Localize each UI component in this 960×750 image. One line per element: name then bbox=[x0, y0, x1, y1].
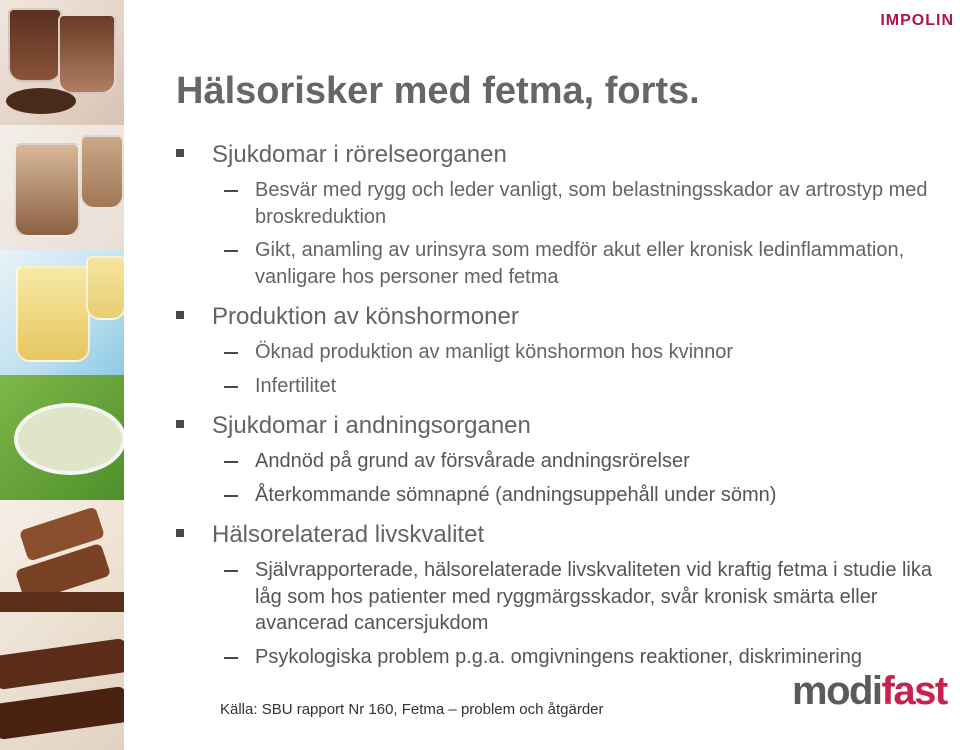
section-item bbox=[176, 237, 946, 290]
chocolate-drinks-image bbox=[0, 0, 124, 125]
section-item bbox=[176, 557, 946, 637]
vanilla-drinks-image bbox=[0, 250, 124, 375]
section-item-text: Psykologiska problem p.g.a. omgivningens reaktioner, diskriminering bbox=[255, 645, 862, 668]
section-item bbox=[176, 644, 946, 671]
section-heading bbox=[176, 411, 946, 441]
slide-content bbox=[176, 140, 946, 670]
slide-title: Hälsorisker med fetma, forts. bbox=[176, 70, 700, 112]
dash-bullet-icon bbox=[224, 386, 238, 388]
coffee-drinks-image bbox=[0, 125, 124, 250]
cereal-bars-image bbox=[0, 500, 124, 625]
section-item-text: Öknad produktion av manligt könshormon hos kvinnor bbox=[255, 341, 734, 363]
modifast-logo bbox=[792, 669, 947, 714]
section-heading bbox=[176, 140, 946, 170]
modifast-logo-part1: modi bbox=[792, 669, 882, 713]
product-image-strip bbox=[0, 0, 124, 750]
section-item bbox=[176, 373, 946, 400]
section-item-text: Gikt, anamling av urinsyra som medför akut eller kronisk ledinflammation, vanligare hos personer med fetma bbox=[255, 239, 905, 288]
chocolate-bars-image bbox=[0, 625, 124, 750]
source-citation: Källa: SBU rapport Nr 160, Fetma – problem och åtgärder bbox=[220, 701, 604, 718]
dash-bullet-icon bbox=[224, 495, 238, 497]
section-item bbox=[176, 339, 946, 366]
dash-bullet-icon bbox=[224, 657, 238, 659]
modifast-logo-part2: fast bbox=[881, 669, 947, 713]
section-heading-text: Produktion av könshormoner bbox=[212, 303, 519, 330]
section-item bbox=[176, 177, 946, 230]
dash-bullet-icon bbox=[224, 190, 238, 192]
dash-bullet-icon bbox=[224, 461, 238, 463]
square-bullet-icon bbox=[176, 420, 184, 428]
impolin-logo: IMPOLIN bbox=[880, 12, 954, 29]
section-item-text: Självrapporterade, hälsorelaterade livskvaliteten vid kraftig fetma i studie lika låg som hos patienter med ryggmärgsskador, svår kronisk smärta eller avancerad cancersjukdom bbox=[255, 559, 933, 634]
dash-bullet-icon bbox=[224, 250, 238, 252]
square-bullet-icon bbox=[176, 311, 184, 319]
soup-bowl-image bbox=[0, 375, 124, 500]
dash-bullet-icon bbox=[224, 352, 238, 354]
square-bullet-icon bbox=[176, 149, 184, 157]
section-item bbox=[176, 482, 946, 509]
section-heading-text: Sjukdomar i andningsorganen bbox=[212, 412, 531, 439]
dash-bullet-icon bbox=[224, 570, 238, 572]
section-item bbox=[176, 448, 946, 475]
section-item-text: Andnöd på grund av försvårade andningsrörelser bbox=[255, 450, 690, 472]
section-heading-text: Hälsorelaterad livskvalitet bbox=[212, 521, 485, 548]
section-heading bbox=[176, 302, 946, 332]
section-item-text: Besvär med rygg och leder vanligt, som belastningsskador av artrostyp med broskreduktion bbox=[255, 179, 928, 228]
section-item-text: Infertilitet bbox=[255, 374, 337, 397]
section-item-text: Återkommande sömnapné (andningsuppehåll under sömn) bbox=[255, 483, 777, 506]
section-heading bbox=[176, 520, 946, 550]
section-heading-text: Sjukdomar i rörelseorganen bbox=[212, 141, 507, 168]
square-bullet-icon bbox=[176, 529, 184, 537]
